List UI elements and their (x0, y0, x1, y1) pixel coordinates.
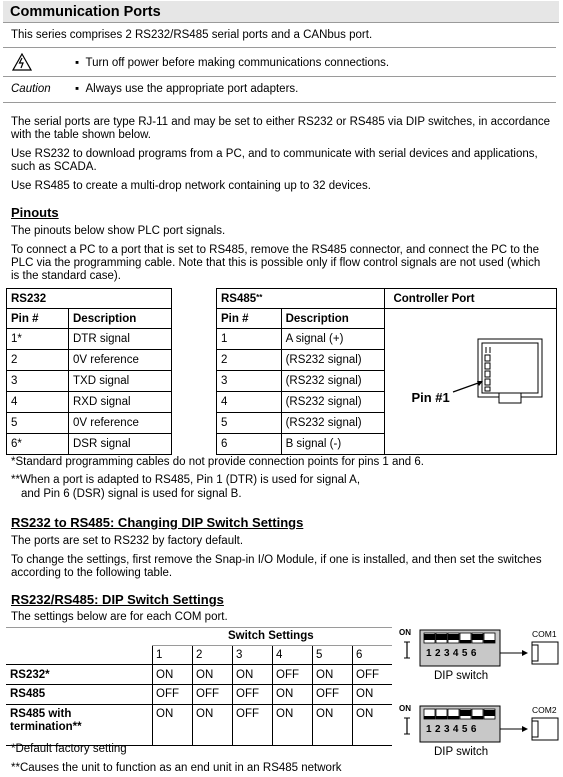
divider (3, 76, 556, 77)
table-row: 2 (RS232 signal) (217, 350, 557, 371)
caution-item-1: ▪ Turn off power before making communications connections. (75, 57, 390, 69)
dip-switch-figure-com2 (398, 704, 563, 762)
footnote: **Causes the unit to function as an end unit in an RS485 network (11, 762, 342, 774)
table-title: RS232 (7, 289, 172, 309)
table-row: 6* DSR signal (7, 434, 172, 455)
column-header: 1 (156, 649, 163, 661)
column-header: Pin # (217, 309, 282, 329)
paragraph: The settings below are for each COM port. (11, 611, 228, 623)
com2-label: COM2 (532, 705, 557, 715)
footnote: *Standard programming cables do not provide connection points for pins 1 and 6. (11, 456, 424, 468)
footnote: and Pin 6 (DSR) signal is used for signal B. (21, 488, 242, 500)
footnote: *Default factory setting (11, 743, 127, 755)
divider (6, 627, 392, 628)
column-header: Description (281, 309, 385, 329)
dip-switch-caption: DIP switch (434, 670, 489, 682)
paragraph: The ports are set to RS232 by factory default. (11, 535, 244, 547)
table-row: 2 0V reference (7, 350, 172, 371)
column-header: 4 (276, 649, 283, 661)
divider (3, 102, 556, 103)
table-row: 3 TXD signal (7, 371, 172, 392)
caution-label: Caution (11, 83, 51, 95)
column-header: 5 (316, 649, 323, 661)
controller-port-cell (385, 309, 557, 455)
intro-text: This series comprises 2 RS232/RS485 serial ports and a CANbus port. (11, 29, 373, 41)
table-row: 5 0V reference (7, 413, 172, 434)
com1-label: COM1 (532, 629, 557, 639)
rj11-port-icon (385, 309, 553, 454)
dip-switch-caption: DIP switch (434, 746, 489, 758)
paragraph: Use RS232 to download programs from a PC, and to communicate with serial devices and applications, such as SCADA. (11, 148, 538, 173)
table-row: 3 (RS232 signal) (217, 371, 557, 392)
table-row: 6 B signal (-) (217, 434, 557, 455)
table-title: RS485** (217, 289, 385, 309)
on-label: ON (399, 628, 411, 637)
page-title: Communication Ports (3, 1, 559, 23)
column-header: Pin # (7, 309, 69, 329)
rs232-table (6, 288, 172, 455)
pin-1-label: Pin #1 (411, 390, 450, 405)
column-header: 2 (196, 649, 203, 661)
divider (3, 47, 556, 48)
table-row: 5 (RS232 signal) (217, 413, 557, 434)
table-row: 1* DTR signal (7, 329, 172, 350)
rs485-table (216, 288, 557, 455)
switch-numbers: 123456 (426, 648, 480, 659)
switch-numbers: 123456 (426, 724, 480, 735)
column-header: Description (69, 309, 172, 329)
on-label: ON (399, 704, 411, 713)
paragraph: The serial ports are type RJ-11 and may be set to either RS232 or RS485 via DIP switches, in accordance with the table shown below. (11, 116, 551, 141)
footnote: **When a port is adapted to RS485, Pin 1 (DTR) is used for signal A, (11, 474, 361, 486)
warning-triangle-icon (12, 53, 32, 71)
dip-settings-table: 1 2 3 4 5 6 RS232* ON ON ON OFF ON OFF RS485 OFF OFF OFF ON OFF ON RS485 with termination** ON ON OFF ON ON ON (6, 646, 392, 746)
table-row: 1 A signal (+) (217, 329, 557, 350)
column-header: 3 (236, 649, 243, 661)
paragraph: The pinouts below show PLC port signals. (11, 225, 226, 237)
column-header: 6 (356, 649, 363, 661)
controller-port-header: Controller Port (385, 289, 557, 309)
section-title-pinouts: Pinouts (11, 205, 59, 220)
paragraph: Use RS485 to create a multi-drop network containing up to 32 devices. (11, 180, 371, 192)
switch-settings-header: Switch Settings (228, 630, 314, 642)
caution-item-2: ▪ Always use the appropriate port adapters. (75, 83, 299, 95)
table-row: 4 RXD signal (7, 392, 172, 413)
section-title-dip-settings: RS232/RS485: DIP Switch Settings (11, 592, 224, 607)
dip-switch-figure-com1 (398, 628, 563, 686)
paragraph: To connect a PC to a port that is set to RS485, remove the RS485 connector, and connect the PC to the PLC via the programming cable. Note that this is possible only if flow control signals are not used (which is the standard case). (11, 244, 541, 282)
section-title-dip-change: RS232 to RS485: Changing DIP Switch Settings (11, 515, 304, 530)
paragraph: To change the settings, first remove the Snap-in I/O Module, if one is installed, and then set the switches according to the following table. (11, 554, 542, 579)
table-row: 4 (RS232 signal) (217, 392, 557, 413)
